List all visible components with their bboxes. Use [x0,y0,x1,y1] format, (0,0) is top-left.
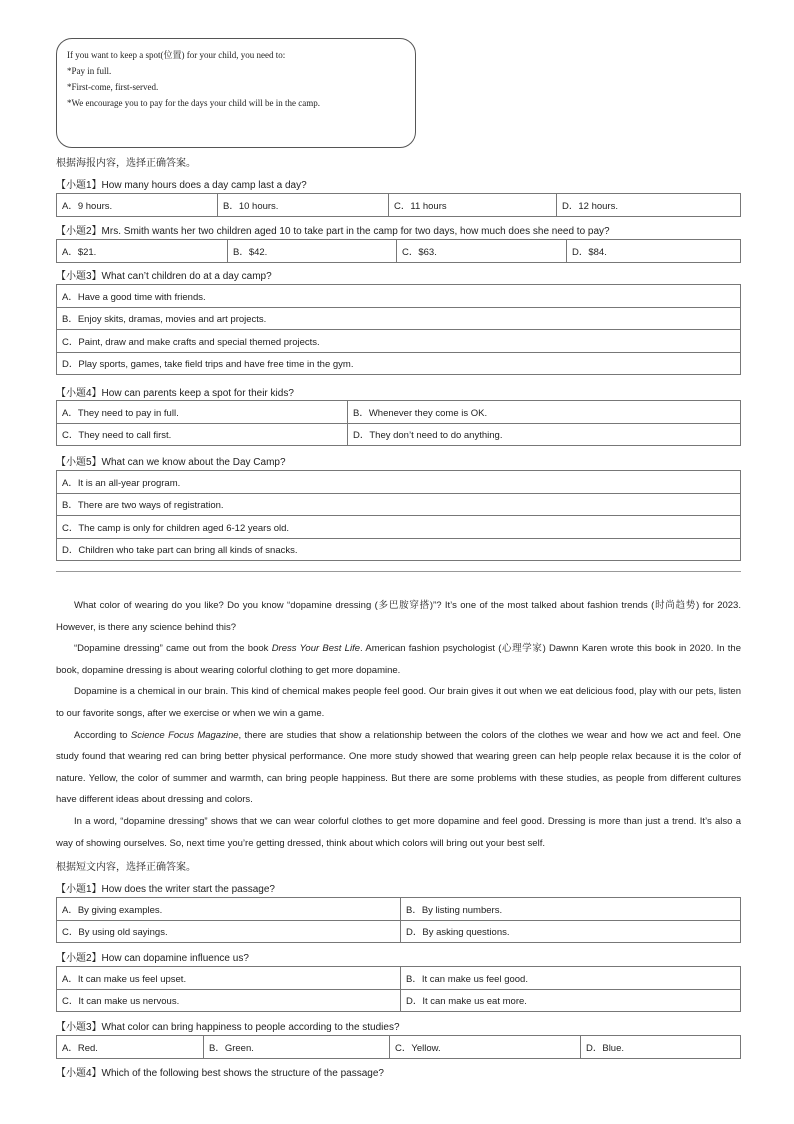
section2-instruction: 根据短文内容，选择正确答案。 [56,862,196,873]
option[interactable]: A．It can make us feel upset. [57,967,401,990]
question-stem: 【小题1】How many hours does a day camp last a day? [56,180,307,191]
passage-paragraph: In a word, “dopamine dressing” shows that we can wear colorful clothes to get more dopamine and feel good. Dressing is more than just a trend. It’s also a way of showing ourselves. So, next time you’re getting dressed, think about which colors will bring out your best self. [56,815,741,849]
option[interactable]: A．By giving examples. [57,898,401,921]
option[interactable]: C．11 hours [389,194,557,217]
passage-paragraph: According to Science Focus Magazine, there are studies that show a relationship between the colors of the clothes we wear and how we act and feel. One study found that wearing red can bring better physical performance. One more study showed that wearing green can help people relax because it is the color of nature. Yellow, the color of summer and warmth, can bring people happiness. But there are some problems with these studies, as people from different cultures have different ideas about dressing and colors. [56,729,742,806]
option[interactable]: C．$63. [397,240,567,263]
option[interactable]: B．$42. [228,240,397,263]
passage-paragraph: What color of wearing do you like? Do you know “dopamine dressing (多巴胺穿搭)”? It’s one of the most talked about fashion trends (时尚趋势) for 2023. However, is there any science behind this? [56,600,741,633]
notice-line: *First-come, first-served. [67,82,159,92]
reading-passage [56,595,741,854]
option[interactable]: D．12 hours. [557,194,741,217]
option[interactable]: C．Paint, draw and make crafts and special themed projects. [57,330,741,353]
question-stem: 【小题2】How can dopamine influence us? [56,953,249,964]
notice-box [56,38,416,148]
option[interactable]: B．Whenever they come is OK. [348,401,741,424]
option[interactable]: B．By listing numbers. [401,898,741,921]
option[interactable]: D．They don’t need to do anything. [348,423,741,446]
options-table [56,193,741,217]
option[interactable]: D．Play sports, games, take field trips and have free time in the gym. [57,352,741,375]
option[interactable]: A．Have a good time with friends. [57,285,741,308]
option[interactable]: C．Yellow. [390,1036,581,1059]
option[interactable]: D．It can make us eat more. [401,989,741,1012]
option[interactable]: C．The camp is only for children aged 6-12 years old. [57,516,741,539]
option[interactable]: C．They need to call first. [57,423,348,446]
option[interactable]: A．It is an all-year program. [57,471,741,494]
option[interactable]: D．By asking questions. [401,920,741,943]
passage-paragraph: “Dopamine dressing” came out from the book Dress Your Best Life. American fashion psychologist (心理学家) Dawnn Karen wrote this book in 2020. In the book, dopamine dressing is about wearing colorful clothing to get more dopamine. [56,643,741,676]
option[interactable]: D．Children who take part can bring all kinds of snacks. [57,538,741,561]
question-stem: 【小题3】What can’t children do at a day camp? [56,271,272,282]
option[interactable]: B．Enjoy skits, dramas, movies and art projects. [57,307,741,330]
magazine-title: Science Focus Magazine [130,729,239,741]
option[interactable]: D．$84. [567,240,741,263]
option[interactable]: A．9 hours. [57,194,218,217]
options-table [56,966,741,1012]
notice-line: If you want to keep a spot(位置) for your child, you need to: [67,50,286,60]
option[interactable]: D．Blue. [581,1036,741,1059]
notice-line: *Pay in full. [67,66,112,76]
option[interactable]: A．Red. [57,1036,204,1059]
options-table [56,239,741,263]
option[interactable]: C．It can make us nervous. [57,989,401,1012]
option[interactable]: B．There are two ways of registration. [57,493,741,516]
options-table [56,284,741,375]
options-table [56,1035,741,1059]
option[interactable]: C．By using old sayings. [57,920,401,943]
question-stem: 【小题2】Mrs. Smith wants her two children aged 10 to take part in the camp for two days, how much does she need to pay? [56,226,610,237]
notice-line: *We encourage you to pay for the days your child will be in the camp. [67,98,320,108]
option[interactable]: B．10 hours. [218,194,389,217]
question-stem: 【小题1】How does the writer start the passage? [56,884,275,895]
question-stem: 【小题5】What can we know about the Day Camp? [56,457,286,468]
section-divider [56,571,741,572]
section1-instruction: 根据海报内容，选择正确答案。 [56,158,196,169]
option[interactable]: B．It can make us feel good. [401,967,741,990]
question-stem: 【小题4】How can parents keep a spot for their kids? [56,388,294,399]
question-stem: 【小题3】What color can bring happiness to people according to the studies? [56,1022,400,1033]
options-table [56,470,741,561]
option[interactable]: B．Green. [204,1036,390,1059]
option[interactable]: A．They need to pay in full. [57,401,348,424]
option[interactable]: A．$21. [57,240,228,263]
passage-paragraph: Dopamine is a chemical in our brain. This kind of chemical makes people feel good. Our brain gives it out when we eat delicious food, play with our pets, listen to our favorite songs, after we exercise or when we win a game. [56,686,741,719]
book-title: Dress Your Best Life [271,643,361,655]
options-table [56,400,741,446]
question-stem: 【小题4】Which of the following best shows the structure of the passage? [56,1068,384,1079]
options-table [56,897,741,943]
